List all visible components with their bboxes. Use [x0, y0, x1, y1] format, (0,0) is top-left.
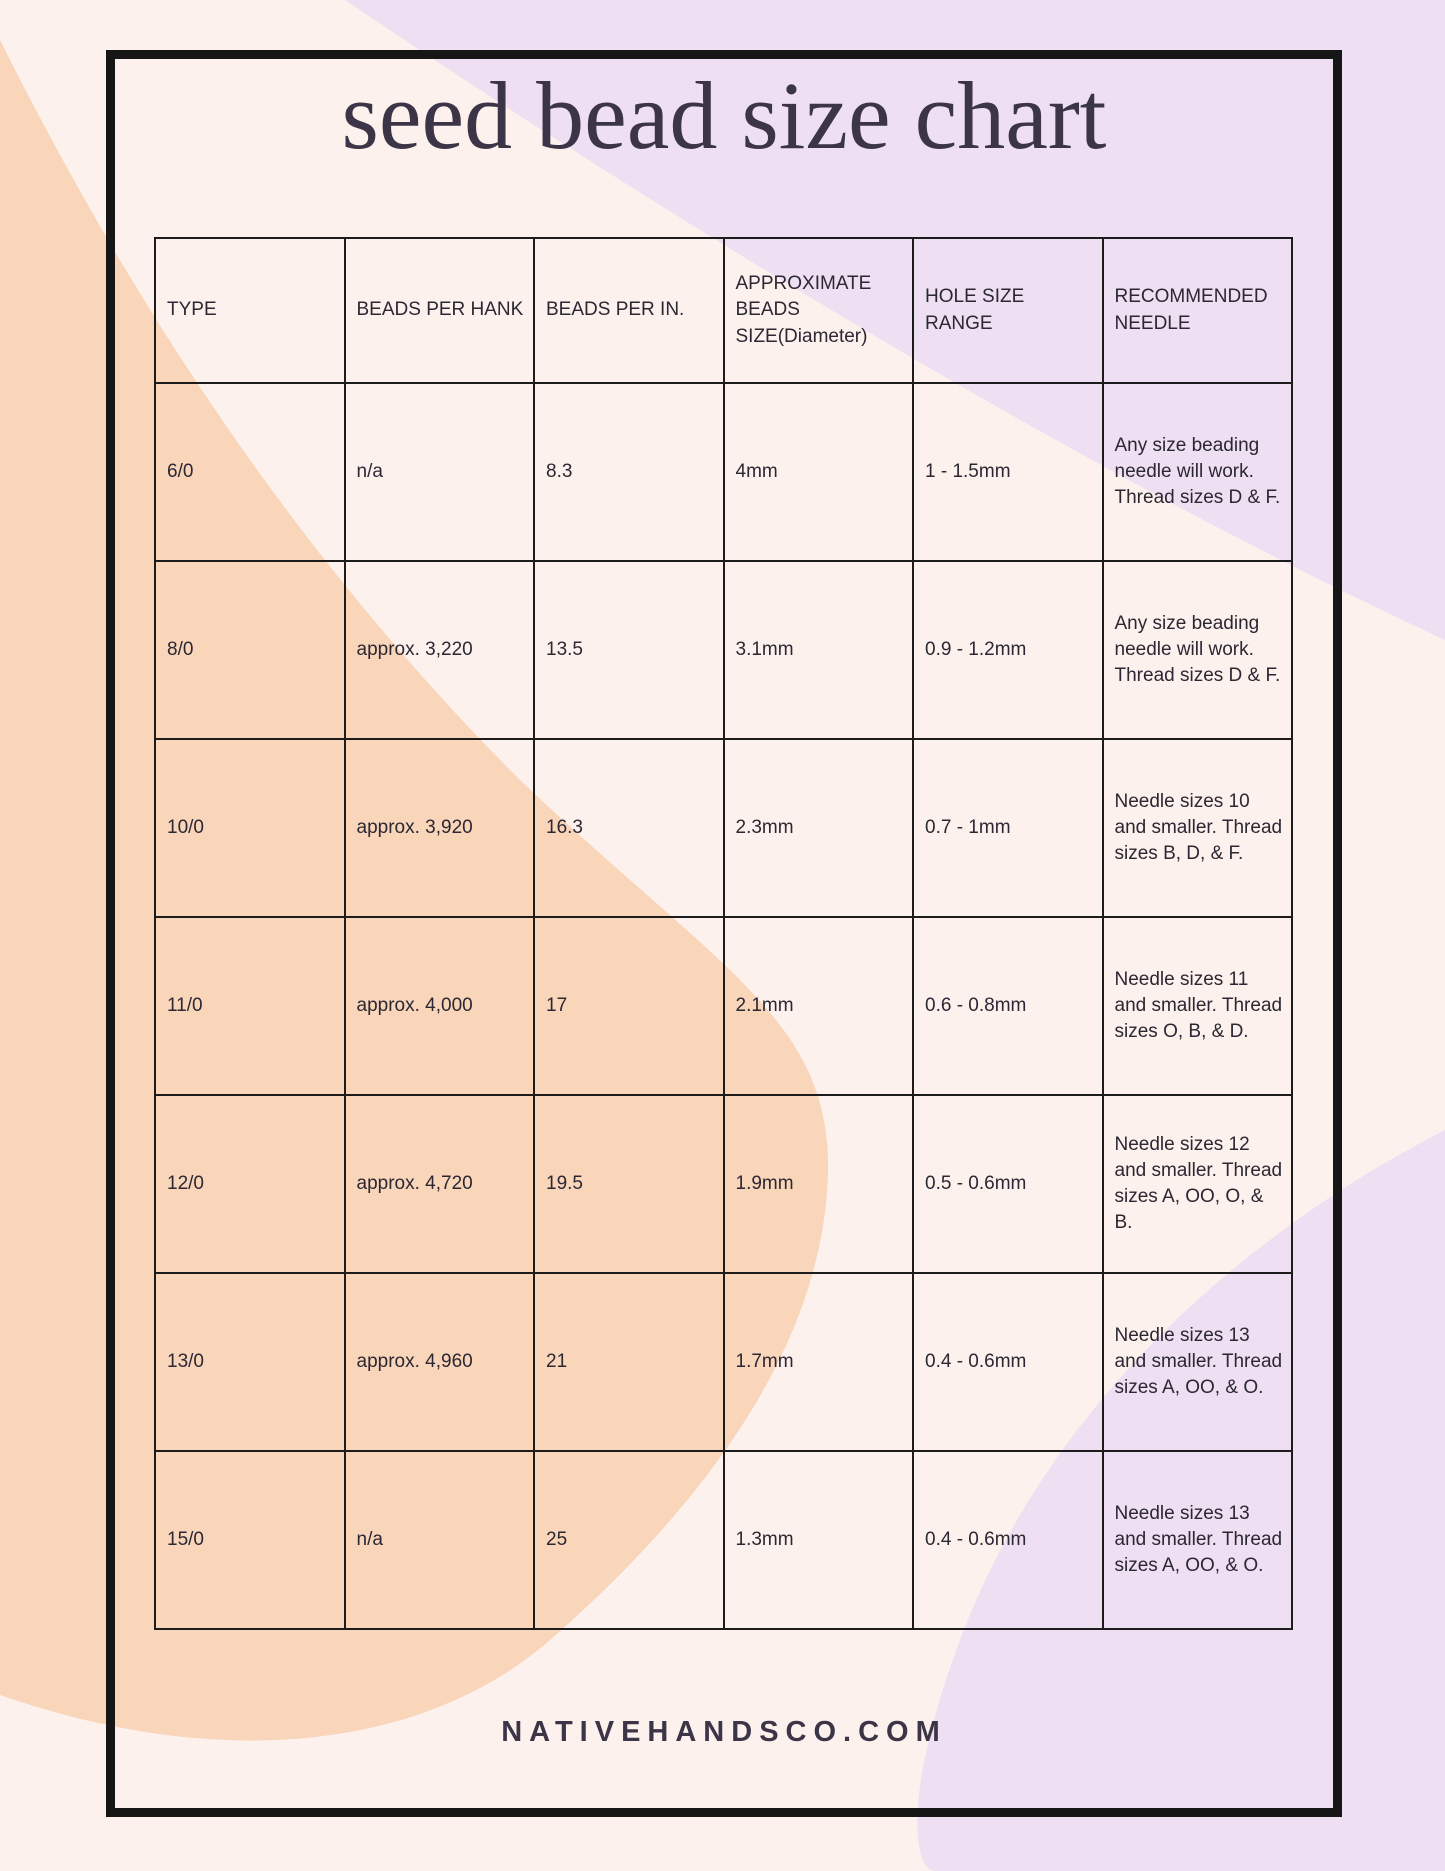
table-cell: approx. 4,000	[345, 917, 535, 1095]
table-cell: Needle sizes 10 and smaller. Thread sizes B, D, & F.	[1103, 739, 1293, 917]
table-cell: n/a	[345, 1451, 535, 1629]
table-cell: n/a	[345, 383, 535, 561]
table-cell: 1 - 1.5mm	[913, 383, 1103, 561]
column-header: HOLE SIZE RANGE	[913, 238, 1103, 383]
table-cell: 11/0	[155, 917, 345, 1095]
table-cell: 3.1mm	[724, 561, 914, 739]
table-cell: 13.5	[534, 561, 724, 739]
table-cell: 17	[534, 917, 724, 1095]
footer-url: NATIVEHANDSCO.COM	[501, 1716, 947, 1748]
column-header: APPROXIMATE BEADS SIZE(Diameter)	[724, 238, 914, 383]
column-header: BEADS PER HANK	[345, 238, 535, 383]
table-row	[155, 1451, 1292, 1629]
table-cell: Needle sizes 13 and smaller. Thread sizes A, OO, & O.	[1103, 1451, 1293, 1629]
table-cell: Needle sizes 13 and smaller. Thread sizes A, OO, & O.	[1103, 1273, 1293, 1451]
table-row	[155, 1273, 1292, 1451]
table-cell: Any size beading needle will work. Thread sizes D & F.	[1103, 561, 1293, 739]
table-header-row	[155, 238, 1292, 383]
table-cell: approx. 3,220	[345, 561, 535, 739]
table-cell: 2.3mm	[724, 739, 914, 917]
table-cell: 1.7mm	[724, 1273, 914, 1451]
table-row	[155, 917, 1292, 1095]
table-cell: Needle sizes 11 and smaller. Thread sizes O, B, & D.	[1103, 917, 1293, 1095]
table-cell: 2.1mm	[724, 917, 914, 1095]
table-row	[155, 739, 1292, 917]
table-cell: 0.9 - 1.2mm	[913, 561, 1103, 739]
table-cell: 0.7 - 1mm	[913, 739, 1103, 917]
size-chart-table	[154, 237, 1293, 1630]
table-cell: 0.5 - 0.6mm	[913, 1095, 1103, 1273]
table-cell: 0.6 - 0.8mm	[913, 917, 1103, 1095]
column-header: TYPE	[155, 238, 345, 383]
table-cell: approx. 4,720	[345, 1095, 535, 1273]
table-cell: Any size beading needle will work. Thread sizes D & F.	[1103, 383, 1293, 561]
table-cell: 21	[534, 1273, 724, 1451]
table-cell: 13/0	[155, 1273, 345, 1451]
table-body	[155, 383, 1292, 1629]
table-cell: Needle sizes 12 and smaller. Thread sizes A, OO, O, & B.	[1103, 1095, 1293, 1273]
table-cell: 1.3mm	[724, 1451, 914, 1629]
table-row	[155, 561, 1292, 739]
table-cell: approx. 4,960	[345, 1273, 535, 1451]
table-cell: 0.4 - 0.6mm	[913, 1451, 1103, 1629]
column-header: RECOMMENDED NEEDLE	[1103, 238, 1293, 383]
page-title: seed bead size chart	[341, 62, 1107, 169]
table-row	[155, 383, 1292, 561]
table-cell: 16.3	[534, 739, 724, 917]
table-cell: 12/0	[155, 1095, 345, 1273]
table-cell: 15/0	[155, 1451, 345, 1629]
table-cell: 4mm	[724, 383, 914, 561]
table-header	[155, 238, 1292, 383]
table-cell: 6/0	[155, 383, 345, 561]
table-cell: approx. 3,920	[345, 739, 535, 917]
table-row	[155, 1095, 1292, 1273]
column-header: BEADS PER IN.	[534, 238, 724, 383]
table-cell: 0.4 - 0.6mm	[913, 1273, 1103, 1451]
table-cell: 8.3	[534, 383, 724, 561]
table-cell: 25	[534, 1451, 724, 1629]
table-cell: 8/0	[155, 561, 345, 739]
table-cell: 10/0	[155, 739, 345, 917]
table-cell: 1.9mm	[724, 1095, 914, 1273]
table-cell: 19.5	[534, 1095, 724, 1273]
